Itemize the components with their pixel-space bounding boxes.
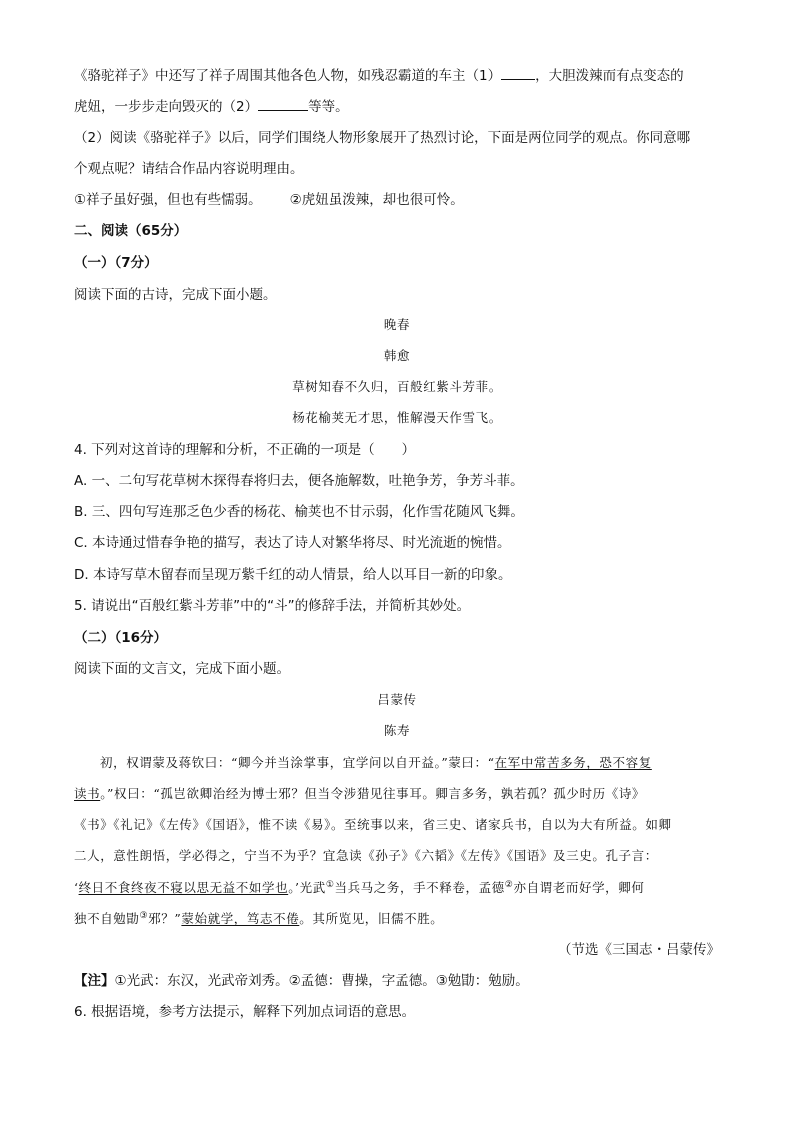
prose-author: 陈寿 (383, 723, 411, 738)
prose-text: 初，权谓蒙及蒋钦曰：“卿今并当涂掌事，宜学问以自开益。”蒙曰：“ (100, 755, 495, 770)
note-text: ①光武：东汉，光武帝刘秀。②孟德：曹操，字孟德。③勉勖：勉励。 (114, 973, 529, 989)
prose-line-3: 《书》《礼记》《左传》《国语》，惟不读《易》。至统事以来，省三史、诸家兵书，自以为大有所益。如卿 (74, 817, 672, 832)
q4-stem: 4. 下列对这首诗的理解和分析，不正确的一项是（ ） (74, 442, 416, 458)
prose-line-1 (74, 753, 720, 773)
part2-title: （二）（16分） (74, 630, 168, 646)
underlined-sentence-1-end: 读书 (74, 786, 101, 801)
intro-text: 等等。 (308, 99, 349, 115)
intro-text: 《骆驼祥子》中还写了祥子周围其他各色人物，如残忍霸道的车主（1） (74, 68, 502, 84)
underlined-sentence-1: 在军中常苦多务，恐不容复 (494, 755, 652, 770)
part1-title: （一）（7分） (74, 255, 158, 271)
q5: 5. 请说出“百般红紫斗芳菲”中的“斗”的修辞手法，并简析其妙处。 (74, 598, 471, 614)
prose-text: 邪？” (148, 911, 182, 926)
prose-text: 。”权曰：“孤岂欲卿治经为博士邪？但当令涉猎见往事耳。卿言多务，孰若孤？孤少时历《诗》 (100, 786, 646, 801)
opinion-2: ②虎妞虽泼辣，却也很可怜。 (289, 192, 464, 208)
answer-blank-2[interactable] (258, 98, 308, 111)
section-title: 二、阅读（65分） (74, 223, 188, 239)
intro-text: 虎妞，一步步走向毁灭的（2） (74, 99, 259, 115)
footnote-marker-2: ② (504, 879, 514, 890)
prose-text: 。’光武 (288, 880, 326, 895)
intro-line-1 (74, 66, 720, 86)
q2-line-1: （2）阅读《骆驼祥子》以后，同学们围绕人物形象展开了热烈讨论，下面是两位同学的观点。你同意哪 (74, 130, 691, 146)
prose-line-2 (74, 784, 720, 804)
answer-blank-1[interactable] (501, 67, 535, 80)
part2-instruction: 阅读下面的文言文，完成下面小题。 (74, 661, 290, 677)
prose-title: 吕蒙传 (377, 692, 417, 707)
prose-line-5 (74, 878, 720, 898)
prose-text: 独不自勉勖 (74, 911, 140, 926)
prose-text: 当兵马之务，手不释卷，孟德 (334, 880, 505, 895)
poem-line-1: 草树知春不久归，百般红紫斗芳菲。 (292, 379, 502, 394)
underlined-sentence-2: 终日不食终夜不寝以思无益不如学也 (78, 880, 289, 895)
q6: 6. 根据语境，参考方法提示，解释下列加点词语的意思。 (74, 1004, 416, 1020)
poem-title: 晚春 (383, 317, 411, 332)
footnote-marker-3: ③ (139, 910, 149, 921)
opinion-1: ①祥子虽好强，但也有些懦弱。 (74, 192, 262, 208)
q4-option-c[interactable]: C. 本诗通过惜春争艳的描写，表达了诗人对繁华将尽、时光流逝的惋惜。 (74, 535, 511, 551)
part1-instruction: 阅读下面的古诗，完成下面小题。 (74, 287, 277, 303)
prose-line-6 (74, 909, 720, 929)
intro-text: ，大胆泼辣而有点变态的 (535, 68, 684, 84)
q4-option-a[interactable]: A. 一、二句写花草树木探得春将归去，便各施解数，吐艳争芳，争芳斗菲。 (74, 473, 524, 489)
note-label: 【注】 (74, 973, 115, 989)
q4-option-b[interactable]: B. 三、四句写连那乏色少香的杨花、榆荚也不甘示弱，化作雪花随风飞舞。 (74, 504, 524, 520)
prose-source: （节选《三国志・吕蒙传》 (558, 942, 720, 958)
footnotes (74, 971, 720, 991)
underlined-sentence-3: 蒙始就学，笃志不倦 (181, 911, 300, 926)
prose-text: ‘ (74, 880, 79, 895)
opinions (74, 190, 720, 210)
intro-line-2 (74, 97, 720, 117)
poem-line-2: 杨花榆荚无才思，惟解漫天作雪飞。 (292, 410, 502, 425)
poem-author: 韩愈 (383, 348, 411, 363)
footnote-marker-1: ① (325, 879, 335, 890)
q2-line-2: 个观点呢？请结合作品内容说明理由。 (74, 161, 304, 177)
q4-option-d[interactable]: D. 本诗写草木留春而呈现万紫千红的动人情景，给人以耳目一新的印象。 (74, 567, 512, 583)
prose-text: 。其所览见，旧儒不胜。 (299, 911, 444, 926)
prose-line-4: 二人，意性朗悟，学必得之，宁当不为乎？宜急读《孙子》《六韬》《左传》《国语》及三史。孔子言： (74, 848, 658, 863)
prose-text: 亦自谓老而好学，卿何 (513, 880, 645, 895)
